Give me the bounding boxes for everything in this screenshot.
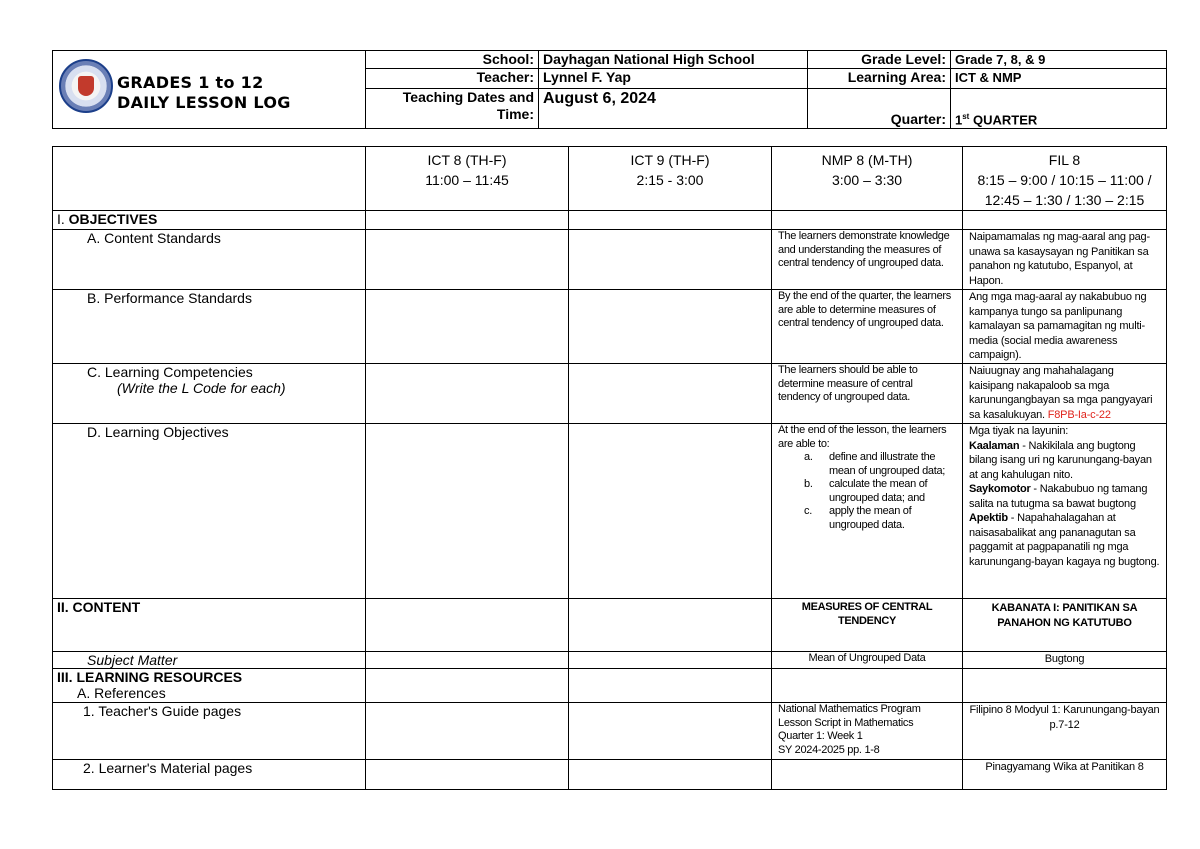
content-standards-label [53,230,366,290]
content-standards-row [53,230,1167,290]
empty-cell [569,652,772,669]
tg-nmp-line: Lesson Script in Mathematics [778,716,914,729]
empty-cell [569,703,772,760]
content-fil: KABANATA I: PANITIKAN SA PANAHON NG KATUTUBO [963,599,1167,652]
teachers-guide-row [53,703,1167,760]
teaching-dates-label-line1: Teaching Dates and [402,89,534,105]
learning-competencies-nmp: The learners should be able to determine measure of central tendency of ungrouped data. [772,364,963,424]
list-item [804,478,956,505]
competency-fil-text: Naiuugnay ang mahahalagang kaisipang nakapaloob sa mga karunungangbayan sa mga pangyayari sa kasalukuyan. [969,365,1153,421]
learners-material-row [53,760,1167,790]
teaching-dates-label-line2: Time: [496,106,534,122]
empty-cell [569,599,772,652]
teacher-label: Teacher: [366,69,539,89]
quarter-label: Quarter: [808,89,951,129]
empty-cell [366,364,569,424]
learning-competencies-fil [963,364,1167,424]
saykomotor-text: - Nakabubuo ng tamang salita na tutugma sa bawat bugtong [969,483,1148,510]
performance-standards-text: B. Performance Standards [87,290,252,306]
performance-standards-fil: Ang mga mag-aaral ay nakabubuo ng kampanya tungo sa panlipunang kamalayan sa pamamagitan ng multi-media (social media awareness campaign). [963,290,1167,364]
empty-cell [366,669,569,703]
kaalaman-text: - Nakikilala ang bugtong bilang isang uri ng karunungang-bayan at ang kahulugan nito. [969,439,1152,481]
empty-cell [569,760,772,790]
list-text: calculate the mean of ungrouped data; and [829,478,928,504]
grade-level-label: Grade Level: [808,51,951,69]
teaching-dates-label [366,89,539,129]
content-row [53,599,1167,652]
learning-competencies-label [53,364,366,424]
fil-objectives-intro: Mga tiyak na layunin: [969,425,1069,437]
learning-competencies-subtext: (Write the L Code for each) [117,380,286,396]
col-fil8-time-1: 8:15 – 9:00 / 10:15 – 11:00 / [977,172,1152,188]
col-header-ict8 [366,147,569,211]
col-ict9-time: 2:15 - 3:00 [636,172,704,188]
content-label: II. CONTENT [57,599,141,615]
header-table [52,50,1167,129]
objectives-intro: At the end of the lesson, the learners are able to: [778,424,947,450]
empty-cell [963,211,1167,230]
content-standards-fil: Naipamamalas ng mag-aaral ang pag-unawa sa kasaysayan ng Panitikan sa panahon ng katutubo, Espanyol, at Hapon. [963,230,1167,290]
learning-area-label: Learning Area: [808,69,951,89]
empty-cell [366,290,569,364]
learners-material-fil: Pinagyamang Wika at Panitikan 8 [963,760,1167,790]
competency-code: F8PB-Ia-c-22 [1047,408,1111,421]
tg-nmp-line: Quarter 1: Week 1 [778,730,863,742]
learning-resources-label [53,669,366,703]
references-text: A. References [77,685,166,701]
col-fil8-time-2: 12:45 – 1:30 / 1:30 – 2:15 [984,192,1145,208]
subject-matter-label [53,652,366,669]
teachers-guide-text: 1. Teacher's Guide pages [83,703,242,719]
learning-area-value: ICT & NMP [951,69,1167,89]
col-header-fil8 [963,147,1167,211]
quarter-value [951,89,1167,129]
learning-competencies-text: C. Learning Competencies [87,364,253,380]
col-nmp8-time: 3:00 – 3:30 [831,172,903,188]
empty-cell [569,669,772,703]
learning-objectives-row [53,424,1167,599]
teaching-dates-value: August 6, 2024 [539,89,808,129]
empty-cell [772,211,963,230]
title-line-2: DAILY LESSON LOG [117,93,291,112]
objectives-row [53,211,1167,230]
list-marker: a. [804,451,813,463]
empty-cell [366,760,569,790]
col-ict8-time: 11:00 – 11:45 [425,172,509,188]
school-label: School: [366,51,539,69]
col-header-ict9 [569,147,772,211]
learning-objectives-fil [963,424,1167,599]
learning-objectives-nmp [772,424,963,599]
saykomotor-label: Saykomotor [969,483,1031,495]
learning-objectives-text: D. Learning Objectives [87,424,229,440]
performance-standards-nmp: By the end of the quarter, the learners are able to determine measures of central tendency of ungrouped data. [772,290,963,364]
empty-cell [366,424,569,599]
document-title [117,73,291,113]
title-cell [53,51,366,129]
list-marker: b. [804,478,813,490]
subject-matter-fil: Bugtong [963,652,1167,669]
quarter-text: QUARTER [969,112,1038,127]
empty-cell [366,599,569,652]
col-ict9-name: ICT 9 (TH-F) [630,152,710,168]
empty-cell [772,760,963,790]
list-item [804,505,956,532]
kaalaman-label: Kaalaman [969,439,1020,452]
apektib-label: Apektib [969,512,1008,524]
col-ict8-name: ICT 8 (TH-F) [427,152,507,168]
empty-cell [366,211,569,230]
learners-material-label [53,760,366,790]
empty-cell [569,290,772,364]
deped-seal-logo [59,59,113,113]
empty-cell [772,669,963,703]
empty-cell [366,703,569,760]
empty-cell [963,669,1167,703]
teachers-guide-nmp [772,703,963,760]
content-nmp: MEASURES OF CENTRAL TENDENCY [772,599,963,652]
objectives-number: I. [57,211,69,227]
subject-matter-row [53,652,1167,669]
empty-cell [366,230,569,290]
list-text: define and illustrate the mean of ungrouped data; [829,451,946,477]
content-standards-text: A. Content Standards [87,230,221,246]
objectives-label: OBJECTIVES [68,211,158,227]
col-header-nmp8 [772,147,963,211]
tg-nmp-line: SY 2024-2025 pp. 1-8 [778,743,880,756]
learning-resources-row [53,669,1167,703]
empty-cell [569,211,772,230]
learning-objectives-label [53,424,366,599]
learning-resources-text: III. LEARNING RESOURCES [57,669,243,685]
col-nmp8-name: NMP 8 (M-TH) [821,152,913,168]
grade-level-value: Grade 7, 8, & 9 [951,51,1167,69]
teachers-guide-label [53,703,366,760]
tg-nmp-line: National Mathematics Program [778,703,921,715]
fil-objective-saykomotor [969,482,1160,511]
performance-standards-label [53,290,366,364]
list-text: apply the mean of ungrouped data. [829,505,912,531]
quarter-number: 1 [955,112,963,127]
title-line-1: GRADES 1 to 12 [117,73,264,92]
objectives-list [778,451,956,532]
fil-objective-kaalaman [969,439,1160,483]
empty-cell [569,230,772,290]
learners-material-text: 2. Learner's Material pages [83,760,253,776]
teachers-guide-fil: Filipino 8 Modyul 1: Karunungang-bayan p.7-12 [963,703,1167,760]
content-heading [53,599,366,652]
content-standards-nmp: The learners demonstrate knowledge and understanding the measures of central tendency of ungrouped data. [772,230,963,290]
apektib-text: - Napahahalagahan at naisasabalikat ang pananagutan sa paggamit at pagpapanatili ng mga karunungang-bayan kagaya ng bugtong. [969,512,1160,568]
empty-cell [366,652,569,669]
list-marker: c. [804,505,812,517]
col-fil8-name: FIL 8 [1048,152,1081,168]
teacher-value: Lynnel F. Yap [539,69,808,89]
blank-header-cell [53,147,366,211]
school-value: Dayhagan National High School [539,51,808,69]
subject-matter-text: Subject Matter [87,652,178,668]
performance-standards-row [53,290,1167,364]
quarter-suffix: st [962,111,970,121]
empty-cell [569,364,772,424]
subject-matter-nmp: Mean of Ungrouped Data [772,652,963,669]
learning-competencies-row [53,364,1167,424]
lesson-log-table [52,146,1167,790]
empty-cell [569,424,772,599]
list-item [804,451,956,478]
objectives-heading [53,211,366,230]
column-header-row [53,147,1167,211]
fil-objective-apektib [969,511,1160,569]
